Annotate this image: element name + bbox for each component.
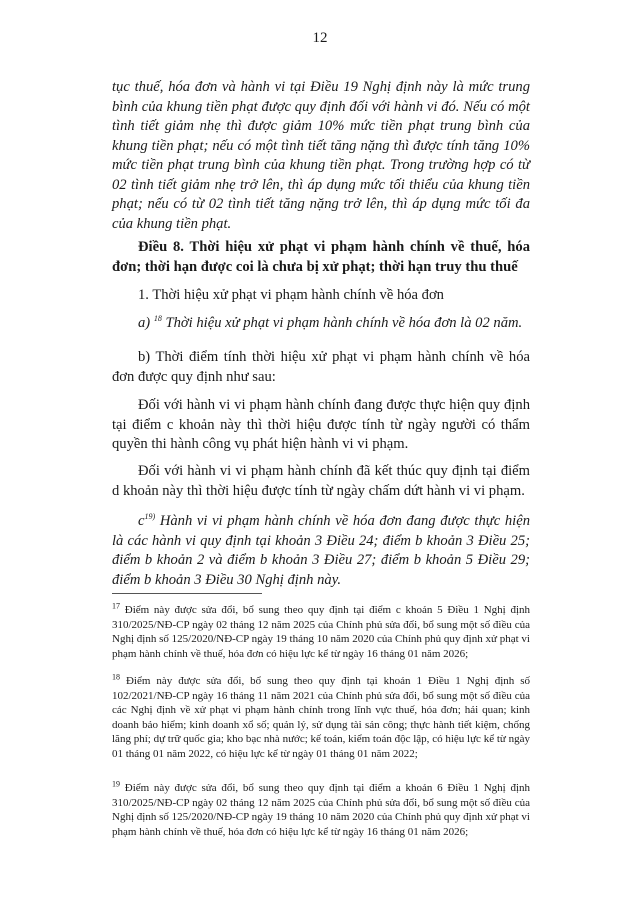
footnote-18 bbox=[112, 674, 530, 762]
page-number: 12 bbox=[312, 30, 328, 46]
point-a-label: a) bbox=[138, 315, 151, 331]
point-a bbox=[112, 314, 530, 334]
point-c-text: Hành vi vi phạm hành chính về hóa đơn đang được thực hiện là các hành vi quy định tại khoản 3 Điều 24; điểm b khoản 3 Điều 25; điểm b khoản 2 và điểm b khoản 3 Điều 27; điểm b khoản 5 Điều 29; điểm b khoản 3 Điều 30 Nghị định này. bbox=[112, 513, 530, 588]
footnote-text: Điểm này được sửa đổi, bổ sung theo quy định tại điểm c khoản 5 Điều 1 Nghị định 310/2025/NĐ-CP ngày 02 tháng 12 năm 2025 của Chính phủ sửa đổi, bổ sung một số điều của Nghị định số 125/2020/NĐ-CP ngày 19 tháng 10 năm 2020 của Chính phủ quy định xử phạt vi phạm hành chính về thuế, hóa đơn có hiệu lực kể từ ngày 16 tháng 01 năm 2026; bbox=[112, 604, 530, 660]
point-a-text: Thời hiệu xử phạt vi phạm hành chính về hóa đơn là 02 năm. bbox=[165, 315, 523, 331]
footnote-19 bbox=[112, 781, 530, 839]
footnote-ref-19[interactable]: 19) bbox=[144, 512, 156, 522]
clause-1: 1. Thời hiệu xử phạt vi phạm hành chính về hóa đơn bbox=[138, 287, 444, 303]
point-b: b) Thời điểm tính thời hiệu xử phạt vi phạm hành chính về hóa đơn được quy định như sau: bbox=[112, 349, 530, 385]
footnote-text: Điểm này được sửa đổi, bổ sung theo quy định tại điểm a khoản 6 Điều 1 Nghị định 310/2025/NĐ-CP ngày 02 tháng 12 năm 2025 của Chính phủ sửa đổi, bổ sung một số điều của Nghị định số 125/2020/NĐ-CP ngày 19 tháng 10 năm 2020 của Chính phủ quy định xử phạt vi phạm hành chính về thuế, hóa đơn có hiệu lực kể từ ngày 16 tháng 01 năm 2026; bbox=[112, 782, 530, 838]
point-c bbox=[112, 512, 530, 590]
intro-paragraph: tục thuế, hóa đơn và hành vi tại Điều 19 Nghị định này là mức trung bình của khung tiền phạt được quy định đối với hành vi đó. Nếu có một tình tiết giảm nhẹ thì được giảm 10% mức tiền phạt trung bình của khung tiền phạt; nếu có một tình tiết tăng nặng thì được tính tăng 10% mức tiền phạt trung bình của khung tiền phạt. Trong trường hợp có từ 02 tình tiết giảm nhẹ trở lên, thì áp dụng mức tối thiểu của khung tiền phạt; nếu có từ 02 tình tiết tăng nặng trở lên, thì áp dụng mức tối đa của khung tiền phạt. bbox=[112, 79, 530, 232]
article-heading: Điều 8. Thời hiệu xử phạt vi phạm hành chính về thuế, hóa đơn; thời hạn được coi là chưa bị xử phạt; thời hạn truy thu thuế bbox=[112, 239, 530, 275]
footnote-number: 19 bbox=[112, 779, 120, 789]
point-b-paragraph-2: Đối với hành vi vi phạm hành chính đã kết thúc quy định tại điểm d khoản này thì thời hiệu được tính từ ngày chấm dứt hành vi vi phạm. bbox=[112, 463, 530, 499]
footnote-text: Điểm này được sửa đổi, bổ sung theo quy định tại khoản 1 Điều 1 Nghị định số 102/2021/NĐ-CP ngày 16 tháng 11 năm 2021 của Chính phủ sửa đổi, bổ sung một số điều của các Nghị định về xử phạt vi phạm hành chính trong lĩnh vực thuế, hóa đơn; hải quan; kinh doanh bảo hiểm; kinh doanh xổ số; quản lý, sử dụng tài sản công; thực hành tiết kiệm, chống lãng phí; dự trữ quốc gia; kho bạc nhà nước; kế toán, kiểm toán độc lập, có hiệu lực kể từ ngày 01 tháng 01 năm 2022, có hiệu lực kể từ ngày 01 tháng 01 năm 2022; bbox=[112, 675, 531, 760]
footnote-ref-18[interactable]: 18 bbox=[153, 314, 162, 324]
point-c-label: c bbox=[138, 513, 145, 529]
footnote-number: 18 bbox=[112, 672, 120, 682]
point-b-paragraph-1: Đối với hành vi vi phạm hành chính đang được thực hiện quy định tại điểm c khoản này thì thời hiệu được tính từ ngày người có thẩm quyền thi hành công vụ phát hiện hành vi vi phạm. bbox=[112, 397, 530, 452]
footnote-number: 17 bbox=[112, 601, 120, 611]
footnote-divider bbox=[112, 593, 262, 594]
footnote-17 bbox=[112, 603, 530, 661]
